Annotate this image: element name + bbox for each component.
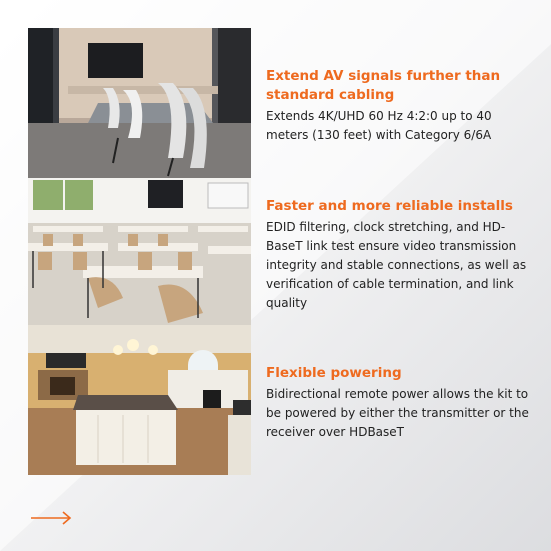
feature-flexible-powering	[266, 364, 536, 442]
feature-title: Extend AV signals further than standard cabling	[266, 68, 501, 103]
conference-room-photo	[28, 28, 251, 178]
arrow-right-icon[interactable]	[30, 510, 72, 526]
feature-description: Bidirectional remote power allows the kit to be powered by either the transmitter or the receiver over HDBaseT	[266, 387, 529, 439]
feature-description: EDID filtering, clock stretching, and HD-BaseT link test ensure video transmission integrity and stable connections, as well as verification of cable termination, and link quality	[266, 220, 527, 310]
feature-reliable-installs	[266, 197, 536, 313]
feature-title: Flexible powering	[266, 365, 402, 381]
kitchen-photo	[28, 325, 251, 475]
feature-signal-extension	[266, 67, 536, 145]
classroom-photo	[28, 178, 251, 325]
feature-description: Extends 4K/UHD 60 Hz 4:2:0 up to 40 meters (130 feet) with Category 6/6A	[266, 109, 492, 142]
feature-title: Faster and more reliable installs	[266, 198, 513, 214]
